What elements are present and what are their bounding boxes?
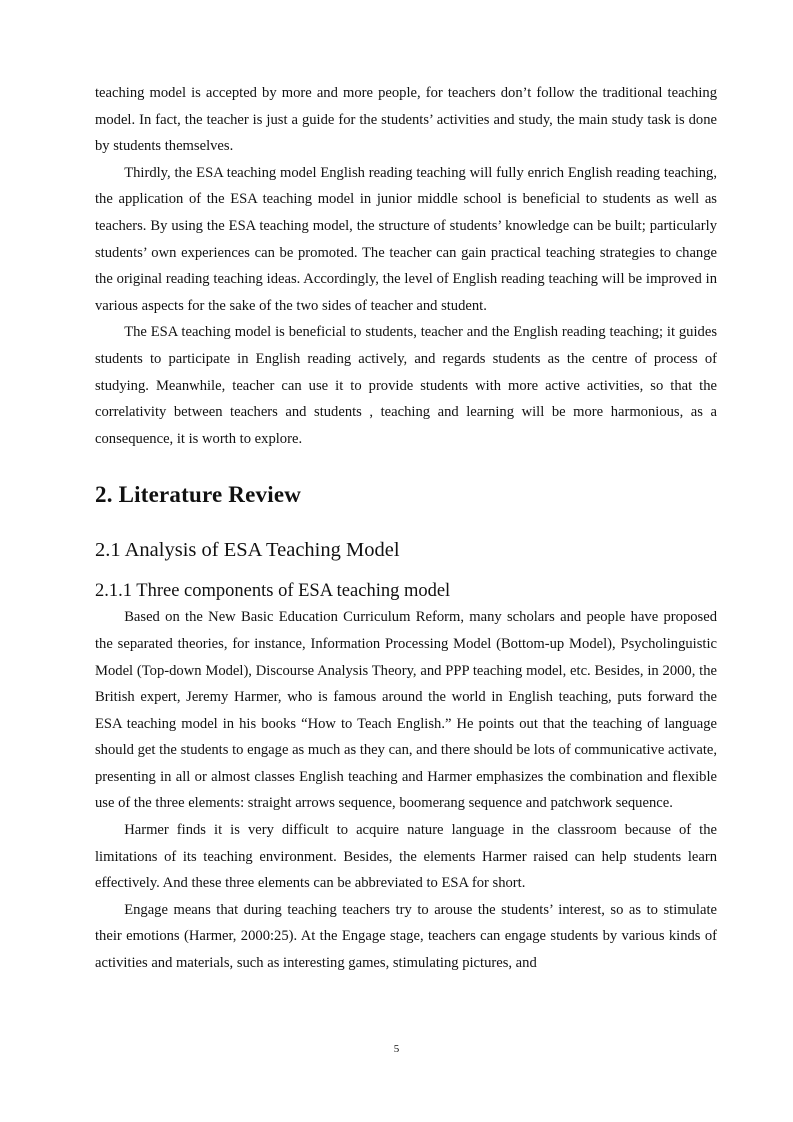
subsection-heading: 2.1 Analysis of ESA Teaching Model <box>95 539 400 562</box>
page-content <box>95 80 717 977</box>
paragraph-thirdly: Thirdly, the ESA teaching model English reading teaching will fully enrich English reading teaching, the application of the ESA teaching model in junior middle school is beneficial to students as well as teachers. By using the ESA teaching model, the structure of students’ knowledge can be built; particularly students’ own experiences can be promoted. The teacher can gain practical teaching strategies to change the original reading teaching ideas. Accordingly, the level of English reading teaching will be improved in various aspects for the sake of the two sides of teacher and student. <box>95 164 717 314</box>
page-number: 5 <box>393 1043 400 1055</box>
paragraph-harmer-finds: Harmer finds it is very difficult to acquire nature language in the classroom because of the limitations of its teaching environment. Besides, the elements Harmer raised can help students learn effectively. And these three elements can be abbreviated to ESA for short. <box>95 822 717 892</box>
section-heading: 2. Literature Review <box>95 482 302 508</box>
paragraph-continuation: teaching model is accepted by more and more people, for teachers don’t follow the traditional teaching model. In fact, the teacher is just a guide for the students’ activities and study, the main study task is done by students themselves. <box>95 85 717 155</box>
paragraph-esa-beneficial: The ESA teaching model is beneficial to students, teacher and the English reading teaching; it guides students to participate in English reading actively, and regards students as the centre of process of studying. Meanwhile, teacher can use it to provide students with more active activities, so that the correlativity between teachers and students , teaching and learning will be more harmonious, as a consequence, it is worth to explore. <box>95 324 717 447</box>
subsubsection-heading: 2.1.1 Three components of ESA teaching model <box>95 581 451 602</box>
paragraph-engage: Engage means that during teaching teachers try to arouse the students’ interest, so as to stimulate their emotions (Harmer, 2000:25). At the Engage stage, teachers can engage students by various kinds of activities and materials, such as interesting games, stimulating pictures, and <box>95 901 717 972</box>
paragraph-curriculum-reform: Based on the New Basic Education Curriculum Reform, many scholars and people have proposed the separated theories, for instance, Information Processing Model (Bottom-up Model), Psycholinguistic Model (Top-down Model), Discourse Analysis Theory, and PPP teaching model, etc. Besides, in 2000, the British expert, Jeremy Harmer, who is famous around the world in English teaching, puts forward the ESA teaching model in his books “How to Teach English.” He points out that the teaching of language should get the students to engage as much as they can, and there should be lots of communicative activate, presenting in all or almost classes English teaching and Harmer emphasizes the combination and flexible use of the three elements: straight arrows sequence, boomerang sequence and patchwork sequence. <box>95 609 717 812</box>
